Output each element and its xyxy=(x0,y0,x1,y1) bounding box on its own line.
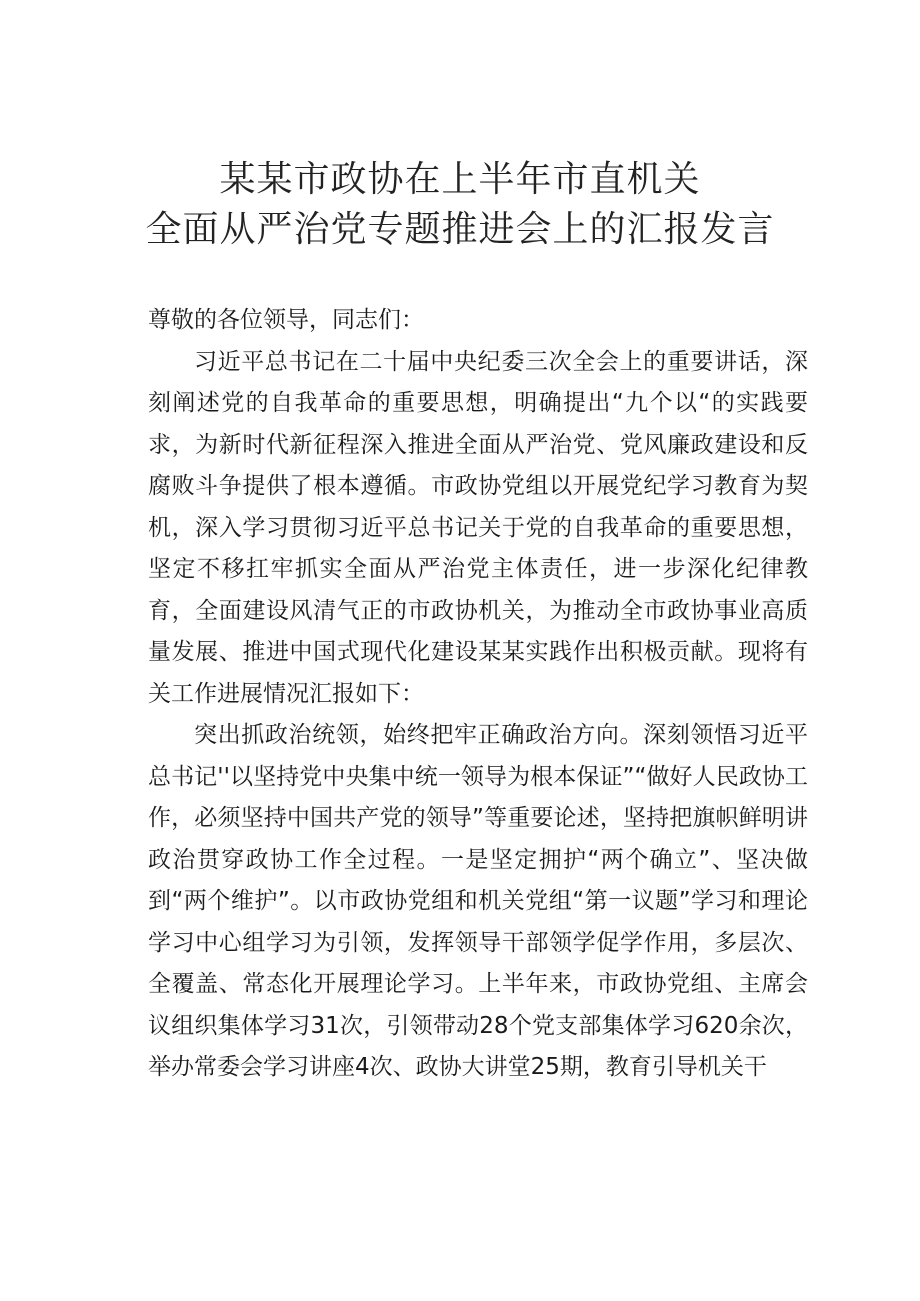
salutation: 尊敬的各位领导，同志们： xyxy=(148,307,424,333)
title-line-1: 某某市政协在上半年市直机关 xyxy=(219,159,701,200)
title-line-2: 全面从严治党专题推进会上的汇报发言 xyxy=(145,209,775,250)
document-body xyxy=(148,300,808,1089)
paragraph-1: 习近平总书记在二十届中央纪委三次全会上的重要讲话，深刻阐述党的自我革命的重要思想，明确提出“九个以“的实践要求，为新时代新征程深入推进全面从严治党、党风廉政建设和反腐败斗争提供了根本遵循。市政协党组以开展党纪学习教育为契机，深入学习贯彻习近平总书记关于党的自我革命的重要思想，坚定不移扛牢抓实全面从严治党主体责任，进一步深化纪律教育，全面建设风清气正的市政协机关，为推动全市政协事业高质量发展、推进中国式现代化建设某某实践作出积极贡献。现将有关工作进展情况汇报如下： xyxy=(148,348,808,707)
document-title xyxy=(0,155,920,255)
paragraph-2: 突出抓政治统领，始终把牢正确政治方向。深刻领悟习近平总书记''以坚持党中央集中统一领导为根本保证”“做好人民政协工作，必须坚持中国共产党的领导”等重要论述，坚持把旗帜鲜明讲政治贯穿政协工作全过程。一是坚定拥护“两个确立”、坚决做到“两个维护”。以市政协党组和机关党组“第一议题”学习和理论学习中心组学习为引领，发挥领导干部领学促学作用，多层次、全覆盖、常态化开展理论学习。上半年来，市政协党组、主席会议组织集体学习31次，引领带动28个党支部集体学习620余次，举办常委会学习讲座4次、政协大讲堂25期，教育引导机关干 xyxy=(148,722,808,1080)
